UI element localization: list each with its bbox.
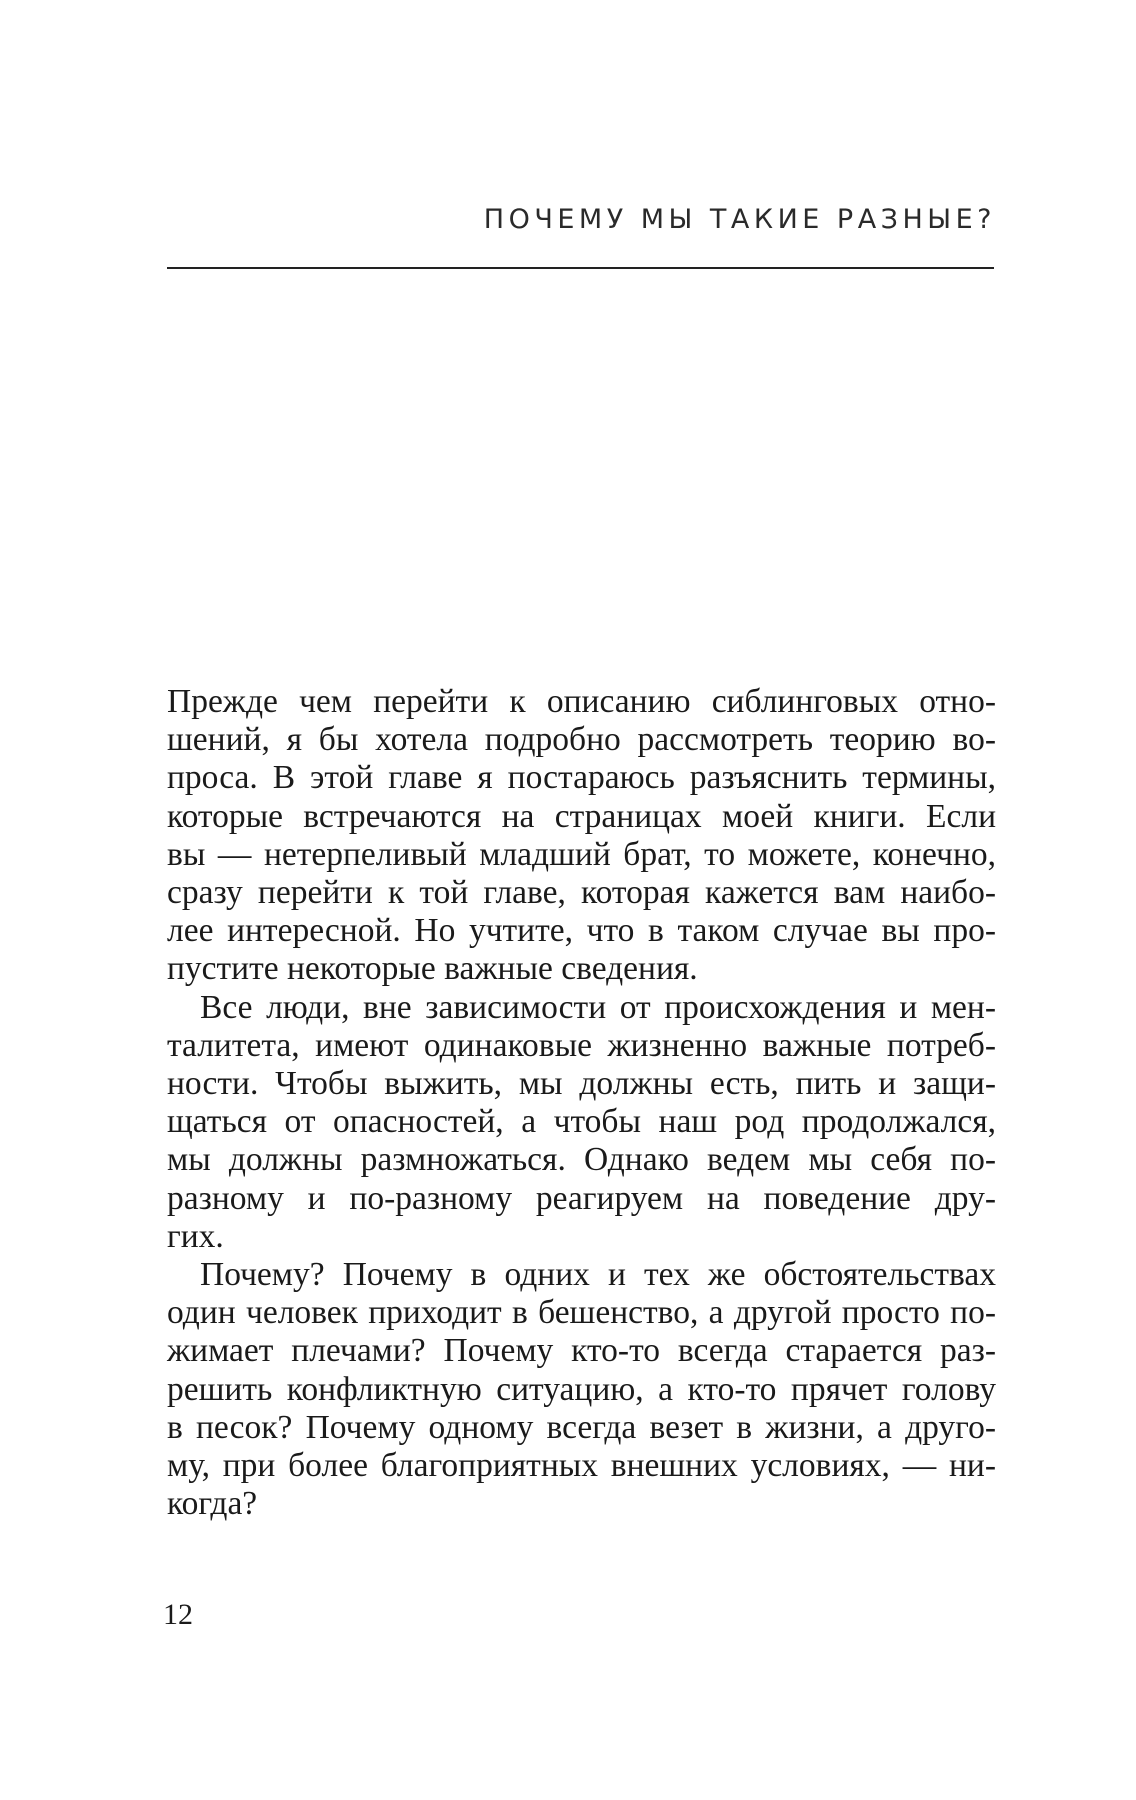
text-line: разному и по-разному реагируем на поведение дру-: [167, 1179, 996, 1217]
text-line: му, при более благоприятных внешних условиях, — ни-: [167, 1447, 996, 1485]
text-line: когда?: [167, 1485, 258, 1523]
text-line: которые встречаются на страницах моей книги. Если: [167, 797, 996, 835]
text-line: Прежде чем перейти к описанию сиблинговых отно-: [167, 683, 996, 720]
body-text: [167, 683, 996, 1523]
running-head: ПОЧЕМУ МЫ ТАКИЕ РАЗНЫЕ?: [483, 204, 996, 235]
text-line: лее интересной. Но учтите, что в таком случае вы про-: [167, 912, 996, 950]
text-line: один человек приходит в бешенство, а другой просто по-: [167, 1294, 996, 1332]
text-line: сразу перейти к той главе, которая кажется вам наибо-: [167, 874, 996, 912]
header-rule: [167, 267, 994, 269]
paragraph: [167, 989, 996, 1256]
paragraph: [167, 683, 996, 989]
text-line: в песок? Почему одному всегда везет в жизни, а друго-: [167, 1408, 996, 1446]
text-line: Почему? Почему в одних и тех же обстоятельствах: [200, 1256, 996, 1294]
paragraph: [167, 1256, 996, 1523]
text-line: проса. В этой главе я постараюсь разъяснить термины,: [167, 759, 996, 797]
text-line: решить конфликтную ситуацию, а кто-то прячет голову: [167, 1370, 996, 1408]
text-line: ности. Чтобы выжить, мы должны есть, пить и защи-: [167, 1065, 996, 1103]
text-line: жимает плечами? Почему кто-то всегда старается раз-: [167, 1332, 996, 1370]
text-line: мы должны размножаться. Однако ведем мы себя по-: [167, 1141, 996, 1179]
text-line: Все люди, вне зависимости от происхождения и мен-: [200, 988, 996, 1026]
text-line: пустите некоторые важные сведения.: [167, 950, 698, 988]
page-number: 12: [163, 1598, 193, 1631]
text-line: вы — нетерпеливый младший брат, то можете, конечно,: [167, 835, 996, 873]
text-line: шений, я бы хотела подробно рассмотреть теорию во-: [167, 721, 996, 759]
text-line: щаться от опасностей, а чтобы наш род продолжался,: [167, 1103, 996, 1141]
text-line: гих.: [167, 1217, 224, 1255]
text-line: талитета, имеют одинаковые жизненно важные потреб-: [167, 1026, 996, 1064]
